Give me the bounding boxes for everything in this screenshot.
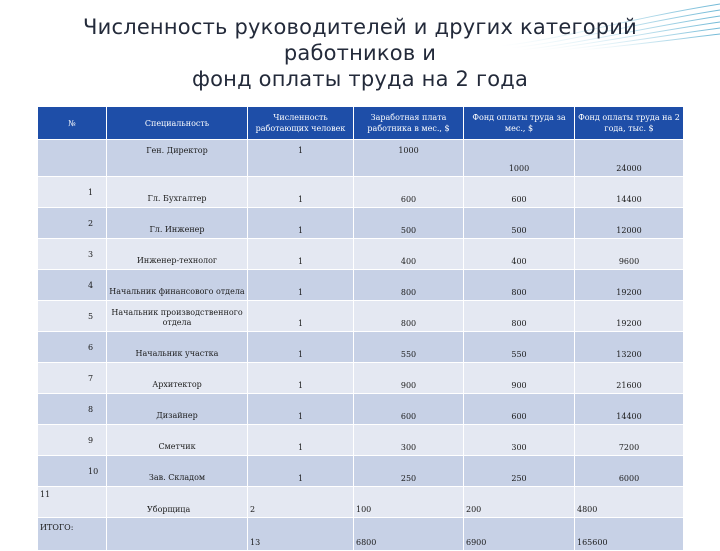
row-fund-month: 250	[464, 456, 575, 487]
row-fund-2y: 7200	[575, 425, 684, 456]
row-count: 1	[248, 208, 354, 239]
row-index: 9	[38, 425, 107, 456]
row-fund-2y: 4800	[575, 487, 684, 518]
row-fund-month: 800	[464, 301, 575, 332]
table-row	[38, 177, 684, 208]
row-specialty: Сметчик	[107, 425, 248, 456]
row-count: 1	[248, 394, 354, 425]
row-specialty: Зав. Складом	[107, 456, 248, 487]
row-salary: 600	[354, 394, 464, 425]
row-salary: 550	[354, 332, 464, 363]
row-fund-2y: 9600	[575, 239, 684, 270]
row-salary: 400	[354, 239, 464, 270]
row-fund-month: 600	[464, 177, 575, 208]
table-row	[38, 394, 684, 425]
row-index: 11	[38, 487, 107, 518]
staff-payroll-table	[37, 106, 684, 551]
row-fund-month: 500	[464, 208, 575, 239]
row-fund-2y: 12000	[575, 208, 684, 239]
row-specialty: Дизайнер	[107, 394, 248, 425]
row-count: 1	[248, 456, 354, 487]
row-index: 7	[38, 363, 107, 394]
table-row	[38, 140, 684, 177]
row-fund-2y: 24000	[575, 140, 684, 177]
total-spec-empty	[107, 518, 248, 551]
row-index: 3	[38, 239, 107, 270]
total-fund-month: 6900	[464, 518, 575, 551]
row-count: 1	[248, 270, 354, 301]
table-row	[38, 332, 684, 363]
total-count: 13	[248, 518, 354, 551]
table-row	[38, 239, 684, 270]
row-count: 1	[248, 332, 354, 363]
row-count: 1	[248, 239, 354, 270]
header-salary: Заработная плата работника в мес., $	[354, 107, 464, 140]
row-fund-2y: 14400	[575, 394, 684, 425]
row-salary: 900	[354, 363, 464, 394]
header-fund-month: Фонд оплаты труда за мес., $	[464, 107, 575, 140]
row-count: 1	[248, 425, 354, 456]
title-line-3: фонд оплаты труда на 2 года	[191, 67, 529, 91]
row-fund-month: 900	[464, 363, 575, 394]
row-index: 8	[38, 394, 107, 425]
page-title	[60, 14, 660, 92]
row-salary: 800	[354, 270, 464, 301]
table-header-row	[38, 107, 684, 140]
row-specialty: Архитектор	[107, 363, 248, 394]
row-fund-month: 1000	[464, 140, 575, 177]
table-row-cleaner	[38, 487, 684, 518]
row-fund-month: 300	[464, 425, 575, 456]
row-count: 1	[248, 140, 354, 177]
table-row	[38, 425, 684, 456]
table-total-row	[38, 518, 684, 551]
row-salary: 300	[354, 425, 464, 456]
row-fund-month: 400	[464, 239, 575, 270]
row-salary: 500	[354, 208, 464, 239]
total-label: ИТОГО:	[38, 518, 107, 551]
row-fund-month: 550	[464, 332, 575, 363]
row-count: 1	[248, 301, 354, 332]
table-row	[38, 301, 684, 332]
row-index: 5	[38, 301, 107, 332]
row-count: 1	[248, 177, 354, 208]
total-fund-2y: 165600	[575, 518, 684, 551]
row-index: 10	[38, 456, 107, 487]
row-salary: 1000	[354, 140, 464, 177]
header-count: Численность работающих человек	[248, 107, 354, 140]
row-specialty: Уборщица	[107, 487, 248, 518]
row-fund-2y: 14400	[575, 177, 684, 208]
row-fund-month: 200	[464, 487, 575, 518]
row-count: 1	[248, 363, 354, 394]
header-fund-2y: Фонд оплаты труда на 2 года, тыс. $	[575, 107, 684, 140]
row-index: 4	[38, 270, 107, 301]
row-fund-2y: 21600	[575, 363, 684, 394]
table-row	[38, 208, 684, 239]
row-fund-2y: 19200	[575, 301, 684, 332]
table-row	[38, 270, 684, 301]
total-salary: 6800	[354, 518, 464, 551]
row-specialty: Начальник участка	[107, 332, 248, 363]
row-fund-month: 800	[464, 270, 575, 301]
row-salary: 800	[354, 301, 464, 332]
header-num: №	[38, 107, 107, 140]
row-salary: 100	[354, 487, 464, 518]
row-salary: 250	[354, 456, 464, 487]
row-index: 1	[38, 177, 107, 208]
row-specialty: Гл. Бухгалтер	[107, 177, 248, 208]
row-index: 6	[38, 332, 107, 363]
row-count: 2	[248, 487, 354, 518]
row-index	[38, 140, 107, 177]
row-specialty: Начальник финансового отдела	[107, 270, 248, 301]
row-fund-2y: 13200	[575, 332, 684, 363]
title-line-1: Численность руководителей и других категорий	[83, 15, 637, 39]
row-salary: 600	[354, 177, 464, 208]
header-spec: Специальность	[107, 107, 248, 140]
row-specialty: Начальник производственного отдела	[107, 301, 248, 332]
row-fund-2y: 6000	[575, 456, 684, 487]
row-specialty: Инженер-технолог	[107, 239, 248, 270]
row-fund-2y: 19200	[575, 270, 684, 301]
row-index: 2	[38, 208, 107, 239]
row-fund-month: 600	[464, 394, 575, 425]
row-specialty: Гл. Инженер	[107, 208, 248, 239]
table-row	[38, 363, 684, 394]
title-line-2: работников и	[283, 41, 437, 65]
row-specialty: Ген. Директор	[107, 140, 248, 177]
table-row	[38, 456, 684, 487]
